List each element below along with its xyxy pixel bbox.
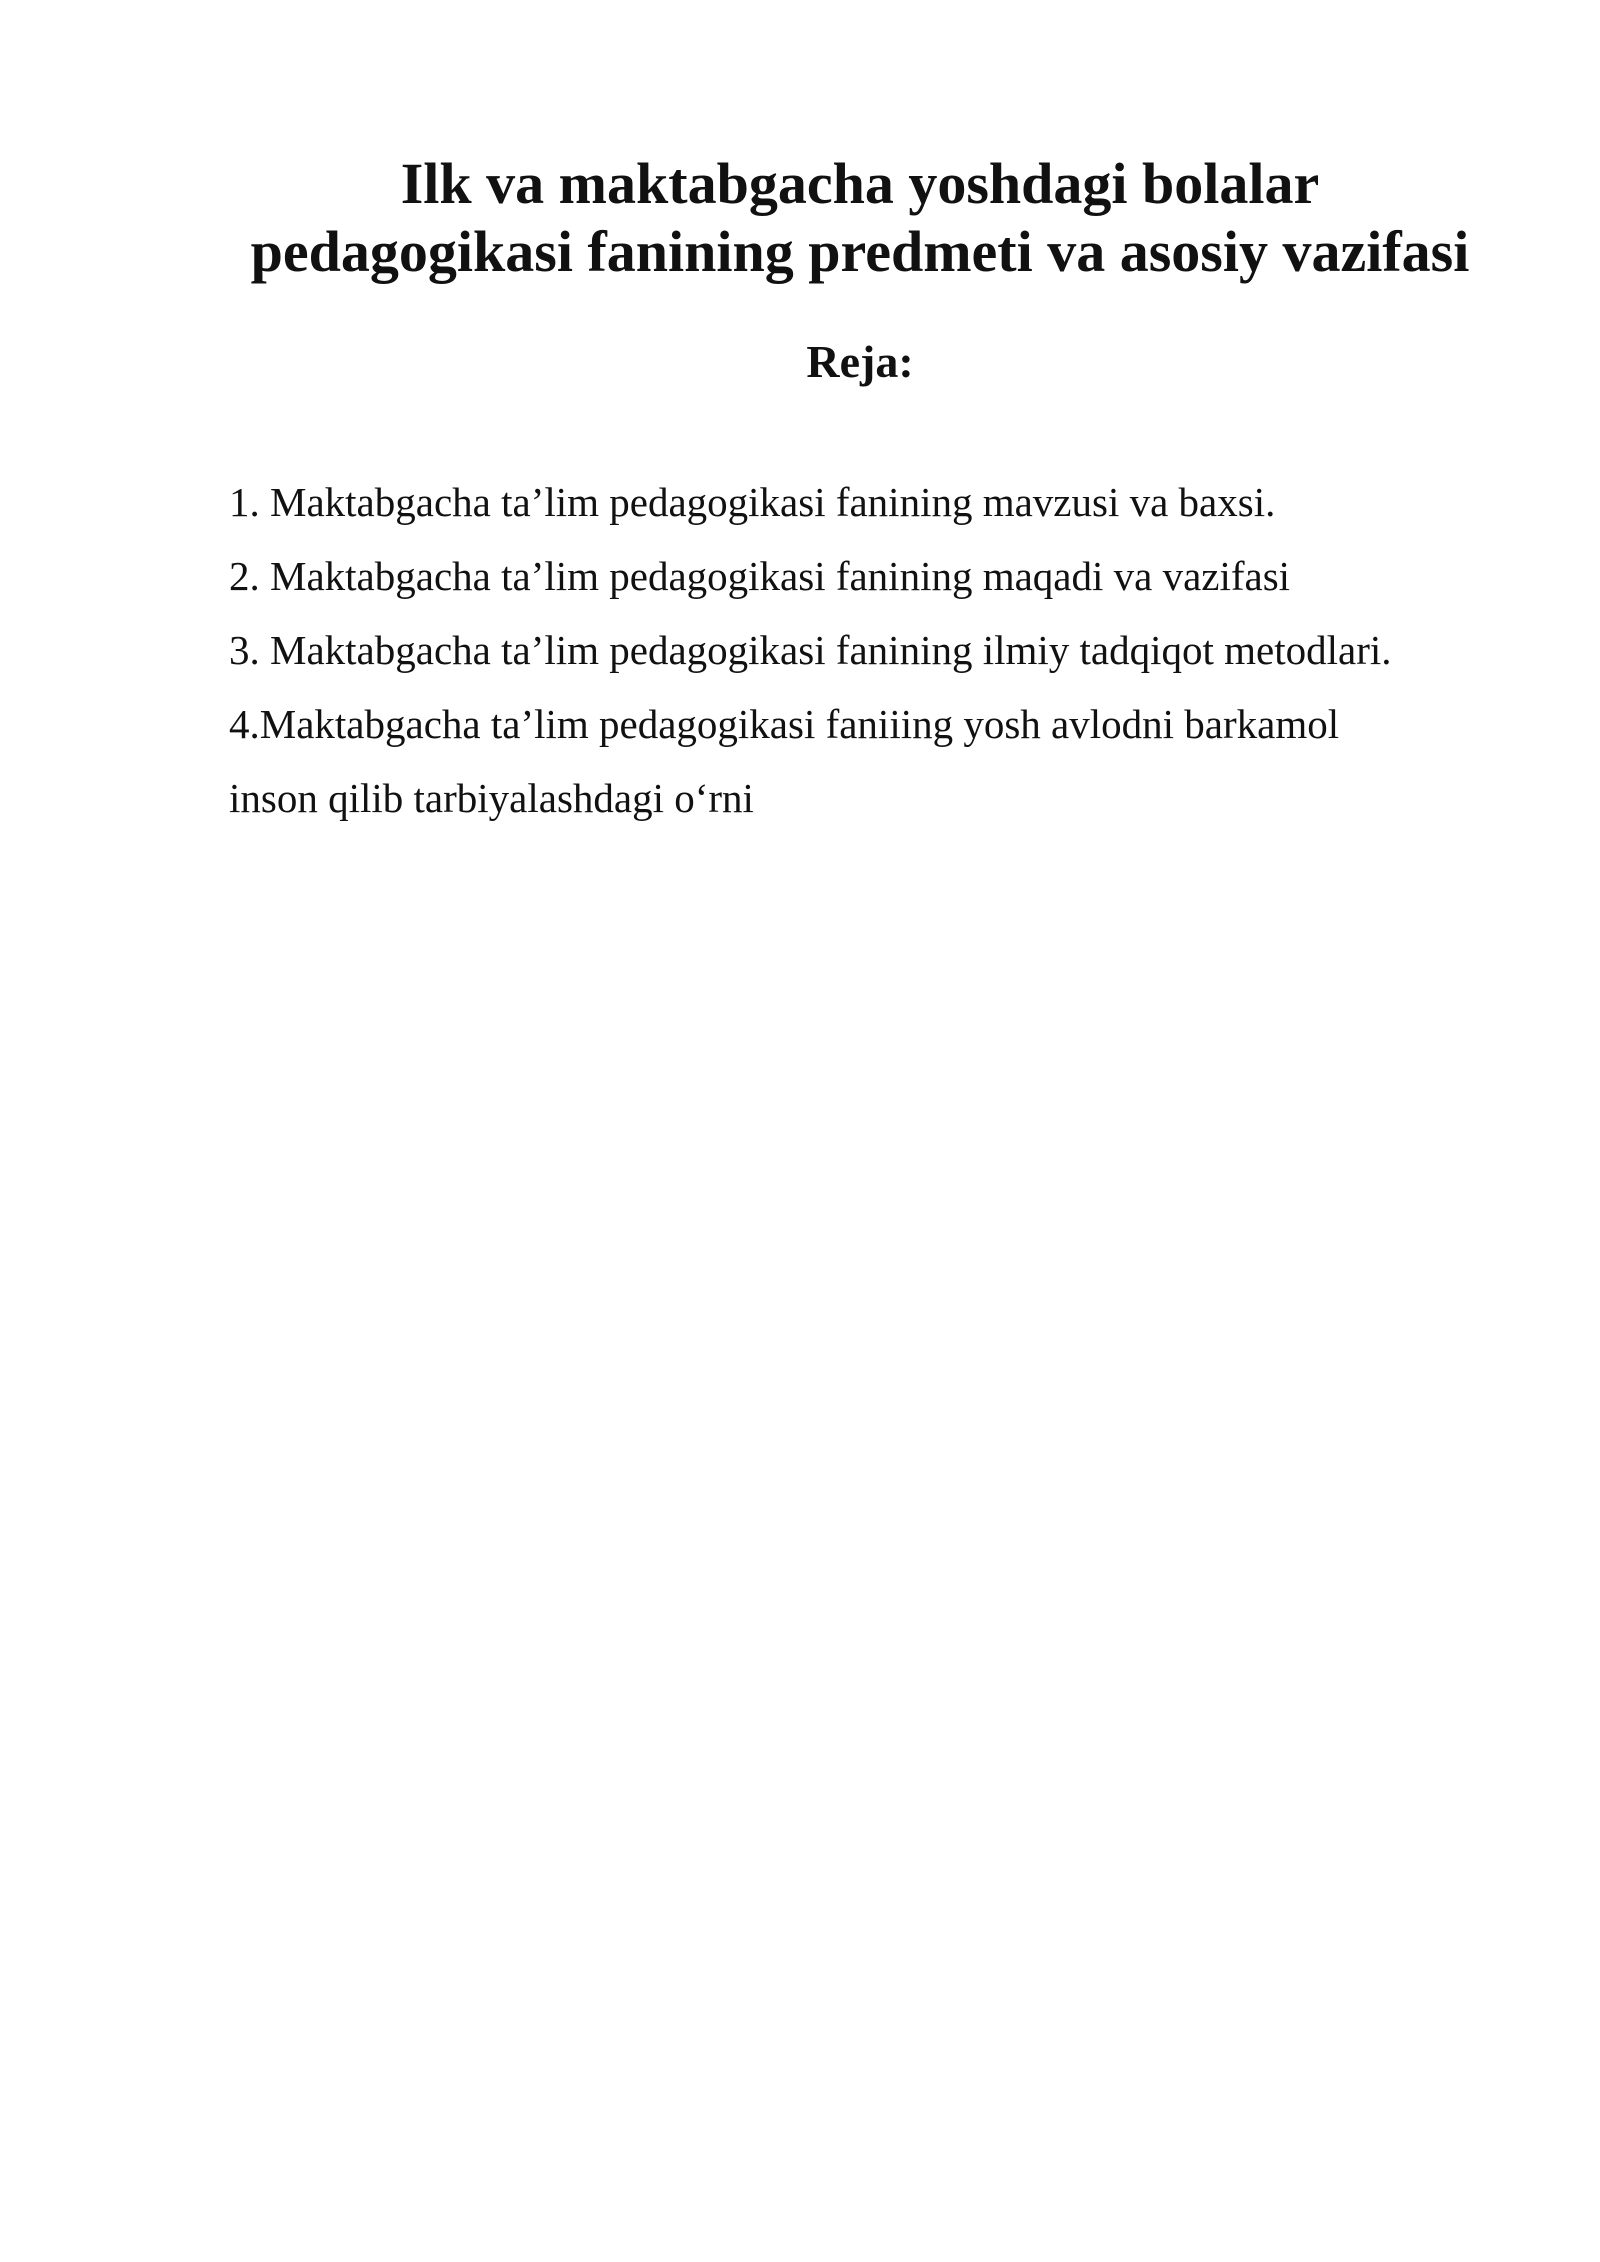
plan-item-1: 1. Maktabgacha ta’lim pedagogikasi fanining mavzusi va baxsi. <box>229 479 1276 525</box>
plan-list <box>229 465 1529 835</box>
plan-item-3: 3. Maktabgacha ta’lim pedagogikasi fanining ilmiy tadqiqot metodlari. <box>229 627 1392 673</box>
plan-item-2: 2. Maktabgacha ta’lim pedagogikasi fanining maqadi va vazifasi <box>229 553 1291 599</box>
document-title <box>200 150 1520 286</box>
title-line-2: pedagogikasi fanining predmeti va asosiy vazifasi <box>250 219 1470 284</box>
title-line-1: Ilk va maktabgacha yoshdagi bolalar <box>400 151 1320 216</box>
plan-item-4: 4.Maktabgacha ta’lim pedagogikasi faniiing yosh avlodni barkamol <box>229 701 1340 747</box>
plan-item-4-continued: inson qilib tarbiyalashdagi o‘rni <box>229 775 754 821</box>
plan-heading: Reja: <box>806 336 914 387</box>
